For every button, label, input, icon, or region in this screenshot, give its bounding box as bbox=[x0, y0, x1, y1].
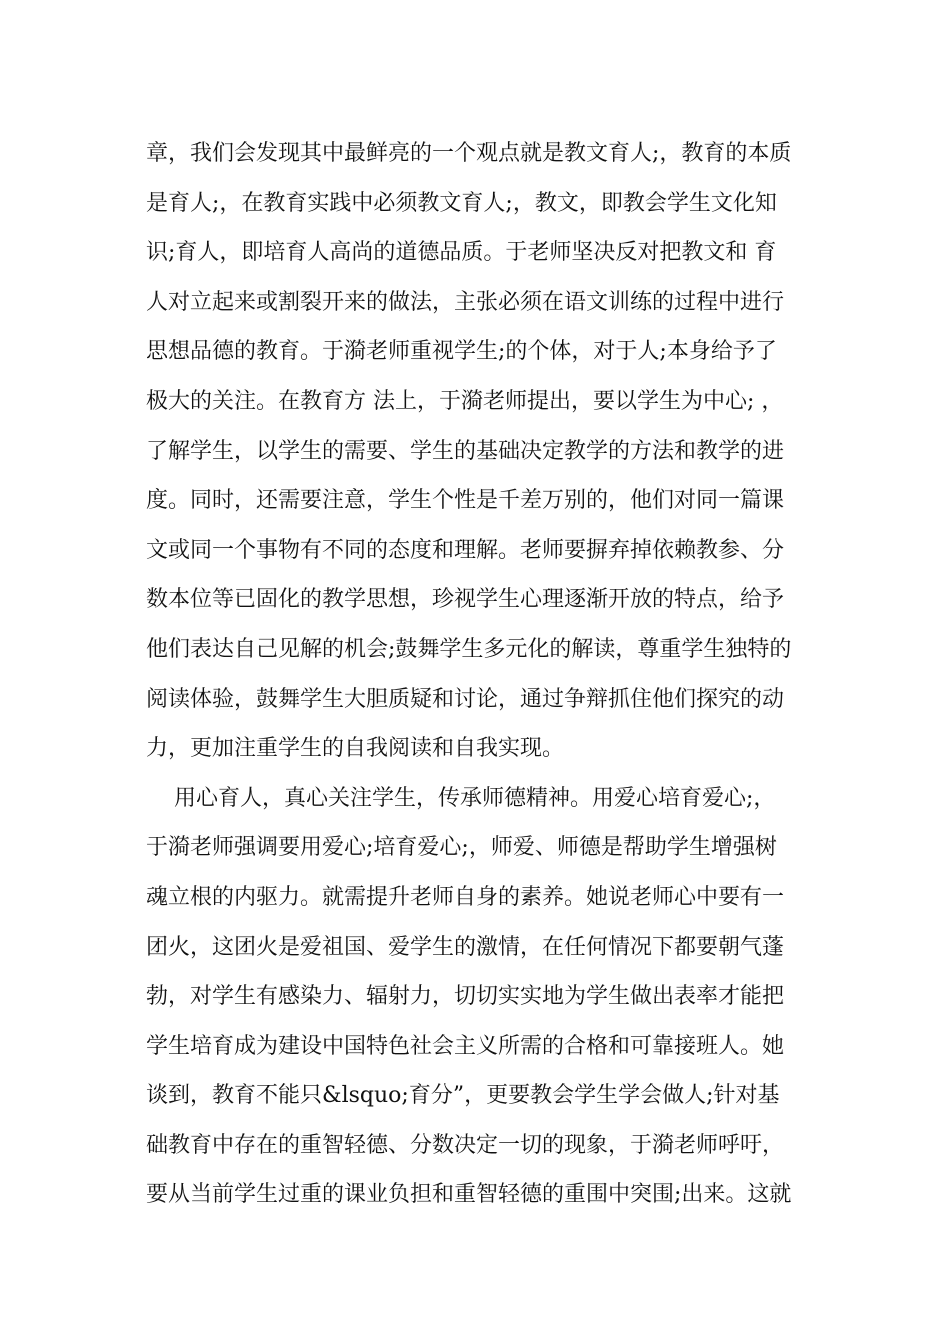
text-line: 人对立起来或割裂开来的做法，主张必须在语文训练的过程中进行 bbox=[146, 289, 785, 315]
text-line: 于漪老师强调要用爱心;培育爱心;，师爱、师德是帮助学生增强树 bbox=[146, 835, 777, 861]
text-line: 阅读体验，鼓舞学生大胆质疑和讨论，通过争辩抓住他们探究的动 bbox=[146, 686, 785, 712]
text-line: 础教育中存在的重智轻德、分数决定一切的现象，于漪老师呼吁， bbox=[146, 1132, 785, 1158]
body-text bbox=[146, 129, 816, 1220]
text-line: 要从当前学生过重的课业负担和重智轻德的重围中突围;出来。这就 bbox=[146, 1182, 792, 1208]
text-line: 魂立根的内驱力。就需提升老师自身的素养。她说老师心中要有一 bbox=[146, 884, 785, 910]
text-line: 他们表达自己见解的机会;鼓舞学生多元化的解读，尊重学生独特的 bbox=[146, 636, 792, 662]
paragraph-first-line: 用心育人，真心关注学生，传承师德精神。用爱心培育爱心;， bbox=[146, 785, 776, 811]
text-line: 力，更加注重学生的自我阅读和自我实现。 bbox=[146, 736, 565, 762]
text-line: 数本位等已固化的教学思想，珍视学生心理逐渐开放的特点，给予 bbox=[146, 587, 785, 613]
text-line: 识;育人，即培育人高尚的道德品质。于老师坚决反对把教文和 育 bbox=[146, 240, 777, 266]
text-line: 勃，对学生有感染力、辐射力，切切实实地为学生做出表率才能把 bbox=[146, 984, 785, 1010]
text-line: 团火，这团火是爱祖国、爱学生的激情，在任何情况下都要朝气蓬 bbox=[146, 934, 785, 960]
text-line: 章，我们会发现其中最鲜亮的一个观点就是教文育人;，教育的本质 bbox=[146, 141, 792, 166]
text-line: 极大的关注。在教育方 法上，于漪老师提出，要以学生为中心; ， bbox=[146, 388, 784, 414]
text-line: 度。同时，还需要注意，学生个性是千差万别的，他们对同一篇课 bbox=[146, 488, 785, 514]
text-line: 是育人;，在教育实践中必须教文育人;，教文，即教会学生文化知 bbox=[146, 190, 777, 216]
text-line: 学生培育成为建设中国特色社会主义所需的合格和可靠接班人。她 bbox=[146, 1033, 785, 1059]
text-line: 思想品德的教育。于漪老师重视学生;的个体，对于人;本身给予了 bbox=[146, 339, 777, 365]
text-line: 了解学生，以学生的需要、学生的基础决定教学的方法和教学的进 bbox=[146, 438, 785, 464]
text-line: 谈到，教育不能只&lsquo;育分”，更要教会学生学会做人;针对基 bbox=[146, 1083, 780, 1109]
text-line: 文或同一个事物有不同的态度和理解。老师要摒弃掉依赖教参、分 bbox=[146, 537, 785, 563]
